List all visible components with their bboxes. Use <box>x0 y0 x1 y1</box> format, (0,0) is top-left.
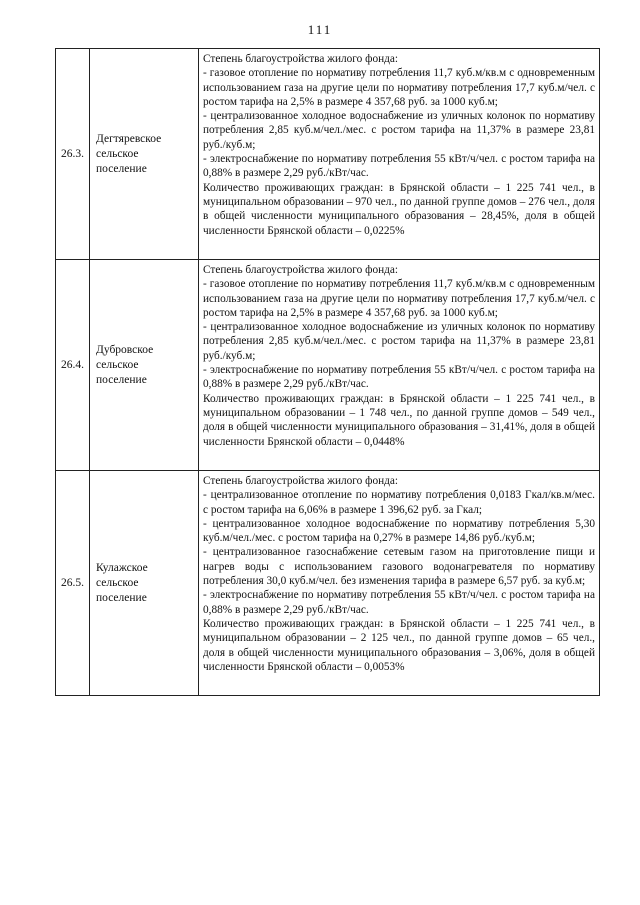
page-number: 111 <box>307 22 333 37</box>
row-number: 26.4. <box>56 260 90 471</box>
description-item: - централизованное газоснабжение сетевым газом на приготовление пищи и нагрев воды с использованием газового водонагревателя по нормативу потребления 30,0 куб.м/чел. без изменения тарифа в размере 6,57 руб. за куб.м; <box>203 546 595 588</box>
housing-description <box>199 471 600 696</box>
settlement-name-line: сельское <box>96 358 139 371</box>
settlements-table <box>55 48 600 696</box>
settlement-name-line: сельское <box>96 147 139 160</box>
table-row <box>56 471 600 696</box>
housing-description <box>199 260 600 471</box>
description-heading: Степень благоустройства жилого фонда: <box>203 475 399 487</box>
settlement-name-line: поселение <box>96 162 147 175</box>
description-item: - централизованное холодное водоснабжение из уличных колонок по нормативу потребления 2,85 куб.м/чел./мес. с ростом тарифа на 11,37% в размере 23,81 руб./куб.м; <box>203 321 595 362</box>
description-item: - газовое отопление по нормативу потребления 11,7 куб.м/кв.м с одновременным использованием газа на другие цели по нормативу потребления 17,7 куб.м/чел. с ростом тарифа на 2,5% в размере 4 357,68 руб. за 1000 куб.м; <box>203 67 595 108</box>
row-number: 26.5. <box>56 471 90 696</box>
settlement-name-line: Кулажское <box>96 561 148 574</box>
settlement-name <box>90 49 199 260</box>
housing-description <box>199 49 600 260</box>
settlement-name-line: Дегтяревское <box>96 132 162 145</box>
settlement-name-line: сельское <box>96 576 139 589</box>
population-info: Количество проживающих граждан: в Брянской области – 1 225 741 чел., в муниципальном образовании – 2 125 чел., по данной группе домов – 65 чел., доля в общей численности муниципального образования – 3,06%, доля в общей численности Брянской области – 0,0053% <box>203 617 595 673</box>
row-number: 26.3. <box>56 49 90 260</box>
population-info: Количество проживающих граждан: в Брянской области – 1 225 741 чел., в муниципальном образовании – 1 748 чел., по данной группе домов – 549 чел., доля в общей численности муниципального образования – 31,41%, доля в общей численности Брянской области – 0,0448% <box>203 392 595 448</box>
description-item: - централизованное отопление по нормативу потребления 0,0183 Гкал/кв.м/мес. с ростом тарифа на 6,06% в размере 1 396,62 руб. за Гкал; <box>203 489 595 516</box>
description-heading: Степень благоустройства жилого фонда: <box>203 53 399 65</box>
population-info: Количество проживающих граждан: в Брянской области – 1 225 741 чел., в муниципальном образовании – 970 чел., по данной группе домов – 276 чел., доля в общей численности муниципального образования – 28,45%, доля в общей численности Брянской области – 0,0225% <box>203 181 595 237</box>
settlement-name-line: поселение <box>96 591 147 604</box>
table-row <box>56 49 600 260</box>
description-item: - централизованное холодное водоснабжение по нормативу потребления 5,30 куб.м/чел./мес. с ростом тарифа на 0,27% в размере 14,86 руб./куб.м; <box>203 517 595 545</box>
description-item: - газовое отопление по нормативу потребления 11,7 куб.м/кв.м с одновременным использованием газа на другие цели по нормативу потребления 17,7 куб.м/чел. с ростом тарифа на 2,5% в размере 4 357,68 руб. за 1000 куб.м; <box>203 278 595 319</box>
description-item: - электроснабжение по нормативу потребления 55 кВт/ч/чел. с ростом тарифа на 0,88% в размере 2,29 руб./кВт/час. <box>203 153 595 180</box>
description-heading: Степень благоустройства жилого фонда: <box>203 264 399 276</box>
description-item: - электроснабжение по нормативу потребления 55 кВт/ч/чел. с ростом тарифа на 0,88% в размере 2,29 руб./кВт/час. <box>203 364 595 391</box>
settlement-name <box>90 471 199 696</box>
settlement-name-line: поселение <box>96 373 147 386</box>
description-item: - электроснабжение по нормативу потребления 55 кВт/ч/чел. с ростом тарифа на 0,88% в размере 2,29 руб./кВт/час. <box>203 589 595 616</box>
settlement-name-line: Дубровское <box>96 343 154 356</box>
description-item: - централизованное холодное водоснабжение из уличных колонок по нормативу потребления 2,85 куб.м/чел./мес. с ростом тарифа на 11,37% в размере 23,81 руб./куб.м; <box>203 110 595 151</box>
table-row <box>56 260 600 471</box>
settlement-name <box>90 260 199 471</box>
